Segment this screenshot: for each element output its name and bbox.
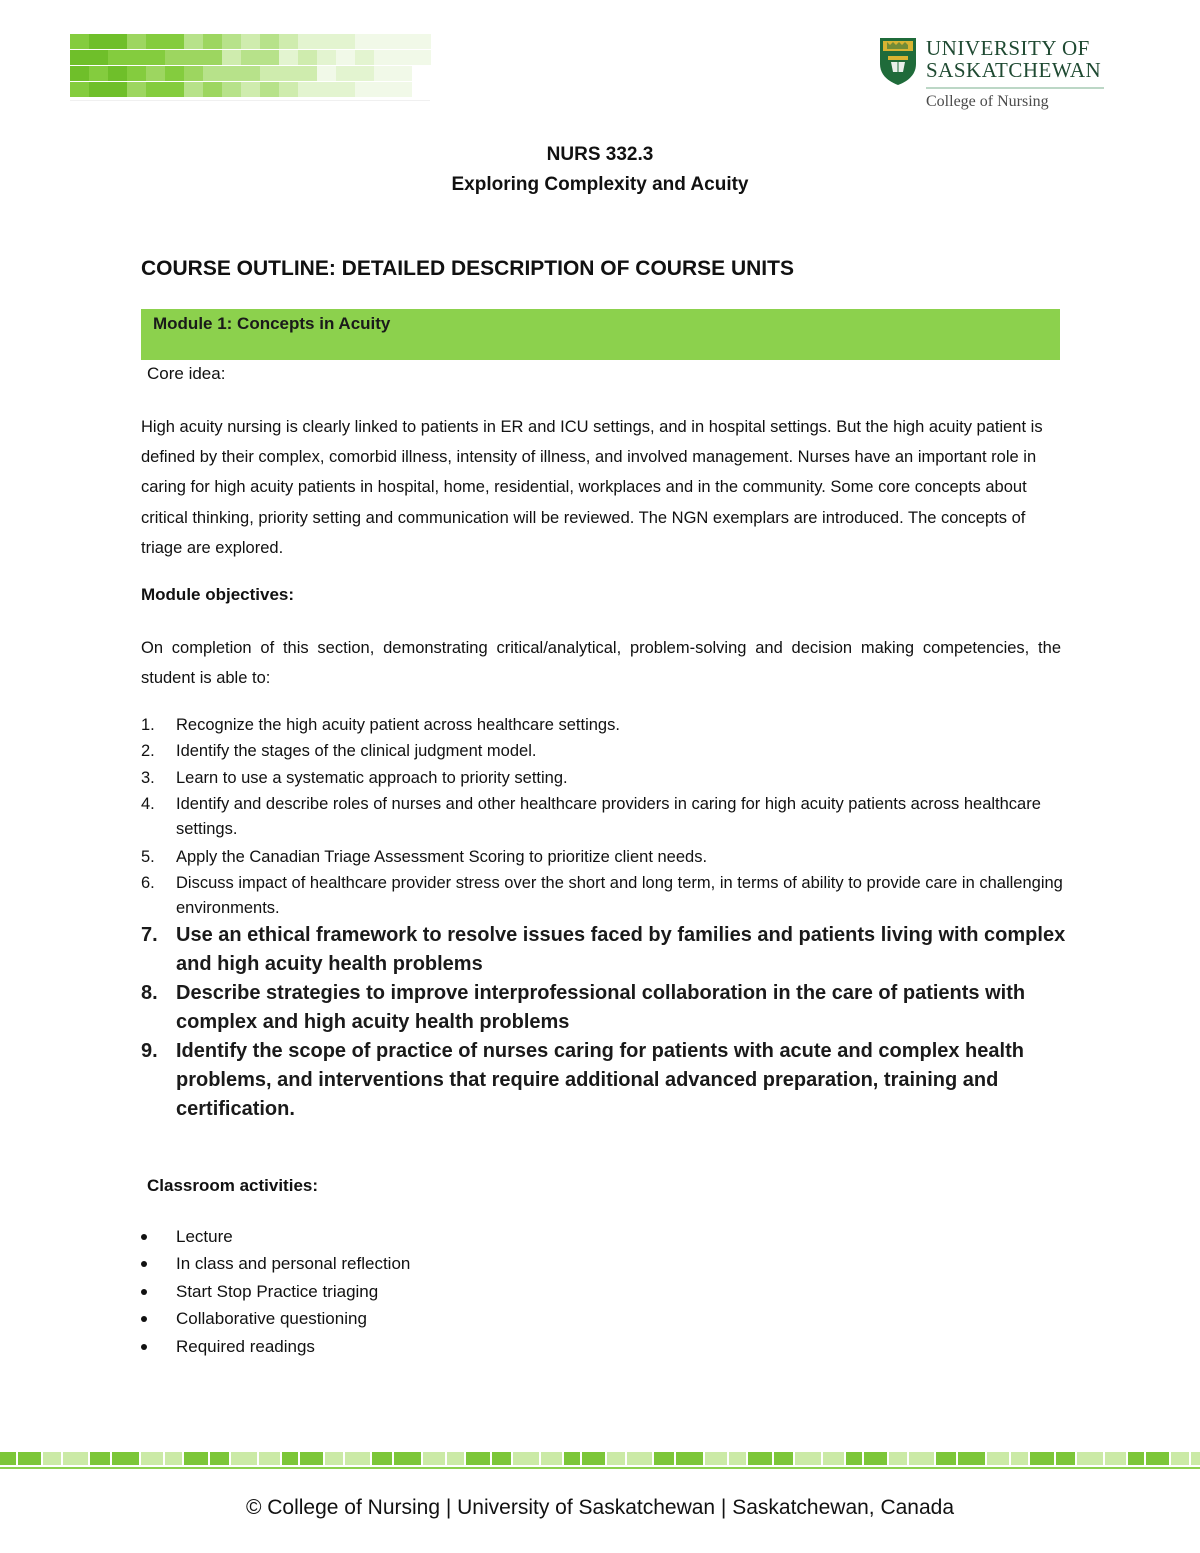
objective-text: Identify the scope of practice of nurses caring for patients with acute and complex health problems, and interventions that require additional advanced preparation, training and certification. <box>176 1040 1024 1120</box>
footer-tile <box>0 1452 16 1465</box>
mosaic-tile <box>260 34 279 49</box>
mosaic-tile <box>222 66 241 81</box>
objective-number: 6. <box>141 874 155 892</box>
footer-tile <box>492 1452 511 1465</box>
mosaic-tile <box>108 82 127 97</box>
mosaic-tile <box>260 50 279 65</box>
mosaic-tile <box>412 50 431 65</box>
footer-tile <box>165 1452 182 1465</box>
bullet-icon <box>141 1289 147 1295</box>
mosaic-tile <box>317 34 336 49</box>
footer-tile <box>582 1452 605 1465</box>
mosaic-tile <box>374 34 393 49</box>
footer-tile <box>729 1452 746 1465</box>
mosaic-tile <box>146 34 165 49</box>
mosaic-tile <box>279 82 298 97</box>
footer-tile <box>372 1452 392 1465</box>
mosaic-tile <box>127 50 146 65</box>
footer-tile <box>112 1452 139 1465</box>
activity-text: Start Stop Practice triaging <box>176 1282 379 1301</box>
bullet-icon <box>141 1316 147 1322</box>
footer-tile <box>541 1452 562 1465</box>
mosaic-tile <box>127 82 146 97</box>
footer-tile <box>231 1452 257 1465</box>
header-mosaic-decoration <box>70 34 430 100</box>
mosaic-tile <box>89 82 108 97</box>
mosaic-tile <box>70 66 89 81</box>
university-logo <box>878 36 1108 120</box>
objective-number: 4. <box>141 795 155 813</box>
mosaic-tile <box>279 34 298 49</box>
footer-tile <box>564 1452 580 1465</box>
mosaic-tile <box>260 82 279 97</box>
mosaic-tile <box>336 50 355 65</box>
footer-tile <box>676 1452 703 1465</box>
mosaic-tile <box>89 34 108 49</box>
activity-text: In class and personal reflection <box>176 1254 411 1273</box>
footer-tile <box>823 1452 844 1465</box>
mosaic-tile <box>108 50 127 65</box>
mosaic-tile <box>222 82 241 97</box>
footer-tile <box>184 1452 208 1465</box>
footer-tile <box>1056 1452 1075 1465</box>
logo-divider <box>926 87 1104 89</box>
objective-number: 9. <box>141 1040 158 1062</box>
objective-number: 7. <box>141 924 158 946</box>
mosaic-tile <box>241 34 260 49</box>
mosaic-tile <box>89 66 108 81</box>
footer-tile <box>705 1452 727 1465</box>
bullet-icon <box>141 1344 147 1350</box>
mosaic-tile <box>184 50 203 65</box>
footer-tile <box>513 1452 539 1465</box>
mosaic-tile <box>298 66 317 81</box>
footer-tile <box>1030 1452 1054 1465</box>
objective-number: 8. <box>141 982 158 1004</box>
mosaic-tile <box>184 82 203 97</box>
activity-text: Collaborative questioning <box>176 1309 367 1328</box>
footer-tile <box>607 1452 625 1465</box>
footer-tile <box>447 1452 464 1465</box>
mosaic-tile <box>393 82 412 97</box>
objective-number: 3. <box>141 769 155 787</box>
footer-tile <box>909 1452 934 1465</box>
mosaic-tile <box>279 66 298 81</box>
module-title: Module 1: Concepts in Acuity <box>153 314 391 333</box>
outline-heading: COURSE OUTLINE: DETAILED DESCRIPTION OF COURSE UNITS <box>141 257 794 280</box>
header-rule <box>70 100 430 101</box>
mosaic-tile <box>374 50 393 65</box>
mosaic-tile <box>374 66 393 81</box>
mosaic-tile <box>298 50 317 65</box>
mosaic-tile <box>203 50 222 65</box>
mosaic-tile <box>412 34 431 49</box>
footer-tile <box>90 1452 110 1465</box>
core-idea-label: Core idea: <box>147 364 226 383</box>
footer-rule <box>0 1467 1200 1469</box>
footer-copyright: © College of Nursing | University of Saskatchewan | Saskatchewan, Canada <box>245 1496 955 1519</box>
mosaic-tile <box>279 50 298 65</box>
objective-number: 2. <box>141 742 155 760</box>
mosaic-tile <box>70 34 89 49</box>
mosaic-tile <box>127 34 146 49</box>
mosaic-tile <box>317 66 336 81</box>
footer-tile <box>1128 1452 1144 1465</box>
logo-college-name: College of Nursing <box>926 93 1049 110</box>
mosaic-tile <box>355 66 374 81</box>
footer-tile <box>864 1452 887 1465</box>
footer-tile <box>325 1452 343 1465</box>
footer-tile <box>1171 1452 1189 1465</box>
footer-tile <box>1077 1452 1103 1465</box>
mosaic-tile <box>146 50 165 65</box>
logo-university-line: UNIVERSITY OF <box>926 36 1090 60</box>
mosaic-tile <box>203 66 222 81</box>
footer-tile <box>18 1452 41 1465</box>
objective-text: Learn to use a systematic approach to priority setting. <box>176 769 568 787</box>
footer-tile <box>795 1452 821 1465</box>
mosaic-tile <box>336 34 355 49</box>
footer-tile <box>43 1452 61 1465</box>
footer-tile <box>259 1452 280 1465</box>
footer-tile <box>1146 1452 1169 1465</box>
objective-text: Describe strategies to improve interprofessional collaboration in the care of patients with complex and high acuity health problems <box>176 982 1026 1033</box>
mosaic-tile <box>374 82 393 97</box>
logo-university-name: SASKATCHEWAN <box>926 58 1102 82</box>
footer-tile <box>63 1452 88 1465</box>
mosaic-tile <box>146 66 165 81</box>
course-title: Exploring Complexity and Acuity <box>451 174 749 195</box>
mosaic-tile <box>355 82 374 97</box>
footer-tile <box>394 1452 421 1465</box>
mosaic-tile <box>70 82 89 97</box>
mosaic-tile <box>165 50 184 65</box>
mosaic-tile <box>393 66 412 81</box>
mosaic-tile <box>241 82 260 97</box>
footer-tile <box>987 1452 1009 1465</box>
course-code: NURS 332.3 <box>546 144 654 165</box>
footer-tile <box>748 1452 772 1465</box>
footer-tile <box>300 1452 323 1465</box>
footer-tile <box>345 1452 370 1465</box>
footer-mosaic-decoration <box>0 1452 1200 1465</box>
mosaic-tile <box>222 34 241 49</box>
objective-text: Identify and describe roles of nurses and other healthcare providers in caring for high acuity patients across healthcare settings. <box>176 795 1041 838</box>
mosaic-tile <box>355 50 374 65</box>
footer-tile <box>1105 1452 1126 1465</box>
footer-tile <box>1191 1452 1200 1465</box>
footer-tile <box>846 1452 862 1465</box>
mosaic-tile <box>317 82 336 97</box>
objective-text: Apply the Canadian Triage Assessment Scoring to prioritize client needs. <box>176 848 708 866</box>
core-idea-paragraph: High acuity nursing is clearly linked to patients in ER and ICU settings, and in hospital settings. But the high acuity patient is defined by their complex, comorbid illness, intensity of illness, and involved management. Nurses have an important role in caring for high acuity patients in hospital, home, residential, workplaces and in the community. Some core concepts about critical thinking, priority setting and communication will be reviewed. The NGN exemplars are introduced. The concepts of triage are explored. <box>141 418 1043 557</box>
mosaic-tile <box>393 34 412 49</box>
mosaic-tile <box>298 34 317 49</box>
mosaic-tile <box>317 50 336 65</box>
footer-tile <box>141 1452 163 1465</box>
footer-tile <box>774 1452 793 1465</box>
mosaic-tile <box>165 66 184 81</box>
mosaic-tile <box>203 34 222 49</box>
objective-text: Identify the stages of the clinical judgment model. <box>176 742 537 760</box>
footer-tile <box>627 1452 652 1465</box>
activity-text: Lecture <box>176 1227 233 1246</box>
mosaic-tile <box>222 50 241 65</box>
objective-number: 1. <box>141 716 155 734</box>
footer-tile <box>282 1452 298 1465</box>
mosaic-tile <box>336 66 355 81</box>
mosaic-tile <box>165 34 184 49</box>
objective-number: 5. <box>141 848 155 866</box>
activities-label: Classroom activities: <box>147 1176 319 1195</box>
objective-text: Recognize the high acuity patient across healthcare settings. <box>176 716 620 734</box>
mosaic-tile <box>108 34 127 49</box>
mosaic-tile <box>108 66 127 81</box>
mosaic-tile <box>70 50 89 65</box>
bullet-icon <box>141 1261 147 1267</box>
mosaic-tile <box>184 66 203 81</box>
mosaic-tile <box>260 66 279 81</box>
objective-text: Discuss impact of healthcare provider stress over the short and long term, in terms of ability to provide care in challenging environments. <box>176 874 1063 917</box>
objectives-label: Module objectives: <box>141 585 295 604</box>
module-header-bar <box>141 309 1060 360</box>
objective-text: Use an ethical framework to resolve issues faced by families and patients living with complex and high acuity health problems <box>176 924 1066 975</box>
footer-tile <box>889 1452 907 1465</box>
crest-icon <box>878 36 918 86</box>
footer-tile <box>958 1452 985 1465</box>
mosaic-tile <box>355 34 374 49</box>
mosaic-tile <box>203 82 222 97</box>
footer-tile <box>654 1452 674 1465</box>
activity-text: Required readings <box>176 1337 315 1356</box>
footer-tile <box>1011 1452 1028 1465</box>
mosaic-tile <box>241 66 260 81</box>
mosaic-tile <box>241 50 260 65</box>
footer-tile <box>466 1452 490 1465</box>
mosaic-tile <box>184 34 203 49</box>
objectives-intro: On completion of this section, demonstrating critical/analytical, problem-solving and decision making competencies, the student is able to: <box>141 639 1061 687</box>
bullet-icon <box>141 1234 147 1240</box>
mosaic-tile <box>298 82 317 97</box>
mosaic-tile <box>393 50 412 65</box>
mosaic-tile <box>146 82 165 97</box>
footer-tile <box>936 1452 956 1465</box>
mosaic-tile <box>127 66 146 81</box>
mosaic-tile <box>336 82 355 97</box>
mosaic-tile <box>165 82 184 97</box>
footer-tile <box>210 1452 229 1465</box>
footer-tile <box>423 1452 445 1465</box>
mosaic-tile <box>89 50 108 65</box>
